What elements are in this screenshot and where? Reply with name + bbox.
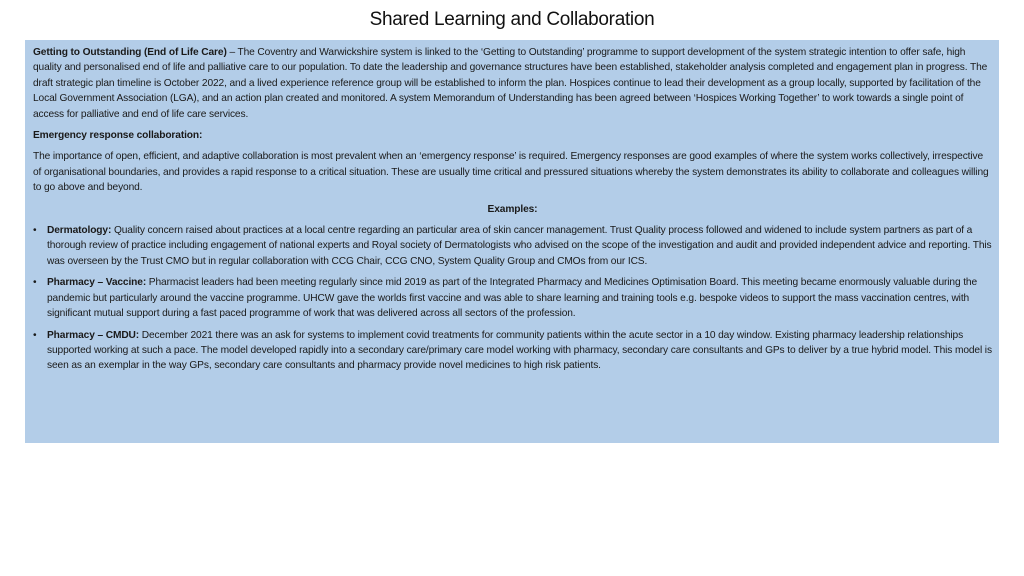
example-text: December 2021 there was an ask for systems to implement covid treatments for community patients within the acute sector in a 10 day window. Existing pharmacy leadership relationships supported working at such a pace. The model developed rapidly into a secondary care/primary care model working with pharmacy, secondary care consultants and GPs to deliver by a true hybrid model. This model is seen as an exemplar in the way GPs, secondary care consultants and pharmacy provide novel medicines to high risk patients. [47, 329, 992, 372]
example-label: Dermatology: [47, 225, 112, 237]
bullet-icon: • [33, 225, 37, 237]
example-item-pharmacy-vaccine [33, 275, 992, 321]
example-label: Pharmacy – Vaccine: [47, 277, 147, 289]
example-text: Pharmacist leaders had been meeting regularly since mid 2019 as part of the Integrated Pharmacy and Medicines Optimisation Board. This meeting became enormously valuable during the pandemic but particularly around the vaccine programme. UHCW gave the worlds first vaccine and was able to share learning and training tools e.g. bespoke videos to support the mass vaccination centres, with significant mutual support during a fast paced programme of work that was delivered across all sectors of the profession. [47, 277, 978, 320]
bullet-icon: • [33, 329, 37, 341]
examples-heading: Examples: [487, 203, 538, 215]
bullet-icon: • [33, 277, 37, 289]
section-end-of-life-care-text: – The Coventry and Warwickshire system is linked to the ‘Getting to Outstanding’ programme to support development of the system strategic intention to offer safe, high quality and personalised end of life and palliative care to our population. To date the leadership and governance structures have been established, stakeholder analysis completed and engagement plan in progress. The draft strategic plan timeline is October 2022, and a lived experience reference group will be established to inform the plan. Hospices continue to lead their development as a group locally, supported by facilitation of the Local Government Association (LGA), and an action plan created and monitored. A system Memorandum of Understanding has been agreed between ‘Hospices Working Together’ to work towards a single point of access for palliative and end of life care services. [33, 47, 988, 120]
section-end-of-life-care-heading: Getting to Outstanding (End of Life Care) [33, 47, 227, 58]
section-emergency-response-text: The importance of open, efficient, and adaptive collaboration is most prevalent when an ‘emergency response’ is required. Emergency responses are good examples of where the system works collectively, irrespective of organisational boundaries, and provides a rapid response to a critical situation. These are usually time critical and pressured situations whereby the system demonstrates its ability to collaborate and colleagues willing to go above and beyond. [33, 151, 989, 194]
examples-list [33, 223, 992, 374]
content-box [25, 40, 999, 443]
example-item-dermatology [33, 223, 992, 269]
example-item-pharmacy-cmdu [33, 328, 992, 374]
slide-title: Shared Learning and Collaboration [369, 9, 655, 30]
example-text: Quality concern raised about practices at a local centre regarding an particular area of skin cancer management. Trust Quality process followed and widened to include system partners as part of a thorough review of practice including engagement of national experts and Royal society of Dermatologists who advised on the scope of the investigation and audit and provided independent advice and reporting. This was overseen by the Trust CMO but in regular collaboration with CCG Chair, CCG CNO, System Quality Group and CMOs from our ICS. [47, 225, 992, 267]
section-emergency-response-heading: Emergency response collaboration: [33, 130, 203, 142]
example-label: Pharmacy – CMDU: [47, 329, 140, 341]
section-end-of-life-care [33, 45, 992, 122]
